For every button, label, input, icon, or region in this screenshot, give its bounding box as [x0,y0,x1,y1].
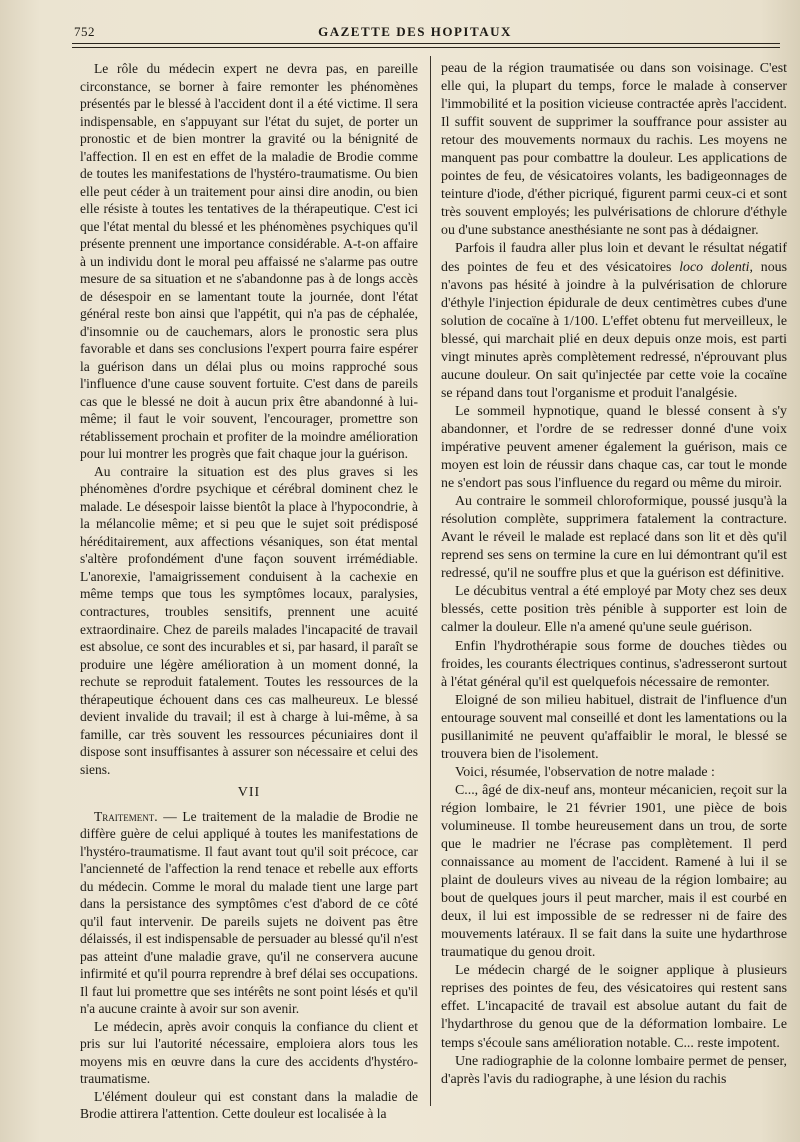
header-rule [72,43,780,44]
paragraph: L'élément douleur qui est constant dans la maladie de Brodie attirera l'attention. Cette douleur est localisée à la [80,1088,418,1122]
section-number: VII [237,785,261,801]
paragraph: Eloigné de son milieu habituel, distrait de l'influence d'un entourage souvent mal conseillé et dont les lamentations ou la pusillanimité ne peuvent qu'affaiblir le moral, le blessé se trouvera bien de l'isolement. [441,692,787,762]
paragraph-treatment [80,808,418,1018]
paragraph: C..., âgé de dix-neuf ans, monteur mécanicien, reçoit sur la région lombaire, le 21 février 1901, une pièce de bois volumineuse. Il tombe heureusement dans un trou, de sorte que le madrier ne l'écrase pas complètement. Il perd connaissance au moment de l'accident. Ramené à lui il se plaint de douleurs vives au niveau de la région lombaire; au bout de quelques jours il peut marcher, mais il est courbé en deux, il lui est impossible de se redresser ni de faire des mouvements latéraux. Il se fait dans la suite une hydarthrose traumatique du genou droit. [441,782,787,961]
paragraph-text: — Le traitement de la maladie de Brodie ne diffère guère de celui appliqué à toutes les manifestations de l'hystéro-traumatisme. Il faut avant tout qu'il soit précoce, car l'ancienneté de l'affection la rend tenace et rebelle aux efforts du médecin. Comme le moral du malade tient une large part dans la persistance des symptômes c'est d'abord de ce côté qu'il faut intervenir. De pareils sujets ne doivent pas être délaissés, il est indispensable de persuader au blessé qu'il n'est pas atteint d'une maladie grave, qu'il ne conservera aucune infirmité et qu'il pourra reprendre à bref délai ses occupations. Il faut lui promettre que ses intérêts ne sont point lésés et qu'il n'a aucune crainte à avoir sur son avenir. [80,808,418,1017]
column-divider [430,56,431,1106]
paragraph: Le médecin, après avoir conquis la confiance du client et pris sur lui l'autorité nécessaire, emploiera alors tous les moyens mis en œuvre dans la cure des accidents d'hystéro-traumatisme. [80,1018,418,1087]
left-column [80,60,418,1123]
paragraph: Enfin l'hydrothérapie sous forme de douches tièdes ou froides, les courants électriques continus, s'adresseront surtout à l'état général qu'il est quelquefois nécessaire de remonter. [441,638,787,690]
run-in-heading: Traitement. [94,808,158,824]
paragraph: Voici, résumée, l'observation de notre malade : [455,764,715,780]
right-column [441,60,787,1089]
paragraph-cocaine [441,240,787,402]
paragraph: Le sommeil hypnotique, quand le blessé consent à s'y abandonner, et l'ordre de se redresser donné d'une voix impérative peuvent amener également la guérison, mais ce moyen est loin de réussir dans chaque cas, car tout le monde ne s'endort pas sous l'influence du regard ou même du miroir. [441,403,787,492]
running-title: GAZETTE DES HOPITAUX [318,24,512,39]
paragraph: Une radiographie de la colonne lombaire permet de penser, d'après l'avis du radiographe, à une lésion du rachis [441,1053,787,1087]
paragraph: Le décubitus ventral a été employé par Moty chez ses deux blessés, cette position très pénible à supporter est loin de calmer la douleur. Elle n'a amené qu'une seule guérison. [441,584,787,636]
page-header [60,22,770,44]
paragraph: Au contraire la situation est des plus graves si les phénomènes d'ordre psychique et cérébral dominent chez le malade. Le désespoir laisse bientôt la place à l'hypocondrie, à la mélancolie même; et si peu que le sujet soit prédisposé héréditairement, aux affections vésaniques, son état mental s'altère profondément d'une façon souvent irrémédiable. L'anorexie, l'amaigrissement conduisent à la cachexie en même temps que tous les symptômes locaux, paralysies, contractures, troubles sensitifs, prennent une acuité extraordinaire. Chez de pareils malades l'incapacité de travail est absolue, ce sont des incurables et si, par hasard, il paraît se produire une légère amélioration à un moment donné, la rechute se reproduit fatalement. Toutes les ressources de la thérapeutique échouent dans ces cas malheureux. Le blessé devient invalide du travail; il est à charge à lui-même, à sa famille, car très souvent les ressources pécuniaires dont il dispose sont insuffisantes à assurer son nécessaire et celui des siens. [80,463,418,777]
paragraph: Le médecin chargé de le soigner applique à plusieurs reprises des pointes de feu, des vésicatoires qui restent sans effet. L'incapacité de travail est absolue autant du fait de l'hydarthrose du genou que de la déformation lombaire. Le temps s'écoule sans amélioration notable. C... reste impotent. [441,963,787,1051]
paragraph: Le rôle du médecin expert ne devra pas, en pareille circonstance, se borner à faire remonter les phénomènes présentés par le blessé à l'accident dont il a été victime. Il sera indispensable, en s'appuyant sur l'état du sujet, de porter un pronostic et de bien montrer la gravité ou la bénignité de l'affection. Il en est en effet de la maladie de Brodie comme de toutes les manifestations de l'hystéro-traumatisme. Ou bien elle peut céder à un traitement pour ainsi dire anodin, ou bien elle résiste à toutes les tentatives de la thérapeutique. C'est ici que l'état mental du blessé et les phénomènes psychiques qu'il présente prennent une importance considérable. A-t-on affaire à un individu dont le moral peu affaissé ne s'alarme pas outre mesure de sa situation et ne s'abandonne pas à de longs accès de désespoir en se lamentant toute la journée, dont l'état général reste bon ainsi que l'appétit, qui n'a pas de céphalée, d'insomnie ou de cauchemars, alors le pronostic sera plus favorable et dans ses conclusions l'expert pourra faire espérer la guérison dans un délai plus ou moins rapproché sous l'influence d'une cause souvent fortuite. C'est dans de pareils cas que le blessé ne doit à aucun prix être abandonné à lui-même; il faut le voir souvent, l'encourager, promettre son rétablissement prochain et profiter de la moindre amélioration pour lui montrer les progrès que fait chaque jour la guérison. [80,61,418,462]
paragraph-text: Parfois il faudra aller plus loin et devant le résultat négatif des pointes de feu et des vésicatoires [441,241,787,275]
paragraph: Au contraire le sommeil chloroformique, poussé jusqu'à la résolution complète, supprimera fatalement la contracture. Avant le réveil le malade est replacé dans son lit et dès qu'il reprend ses sens on termine la cure en lui démontrant qu'il est redressé, qu'il ne souffre plus et que la guérison est définitive. [441,494,787,582]
page-number: 752 [74,24,95,39]
paragraph-text: , nous n'avons pas hésité à joindre à la pulvérisation de chlorure d'éthyle l'injection épidurale de deux centimètres cubes d'une solution de cocaïne à 1/100. L'effet obtenu fut merveilleux, le blessé, qui marchait plié en deux depuis onze mois, est parti vingt minutes après complètement redressé, n'éprouvant plus aucune douleur. On sait qu'injectée par cette voie la cocaïne se répand dans tout l'organisme et produit l'analgésie. [441,259,788,401]
header-rule-double [72,47,780,48]
latin-term: loco dolenti [679,259,750,275]
paragraph-continued: peau de la région traumatisée ou dans son voisinage. C'est elle qui, la plupart du temps, force le malade à conserver l'immobilité et la position vicieuse contractée après l'accident. Il suffit souvent de supprimer la souffrance pour assister au retour des mouvements normaux du rachis. Les moyens ne manquent pas pour combattre la douleur. Les applications de pointes de feu, de vésicatoires volants, les badigeonnages de teinture d'iode, d'éther picriqué, figurent parmi ceux-ci et sont très souvent employés; les pulvérisations de chlorure d'éthyle ou d'une substance anesthésiante ne sont pas à dédaigner. [441,61,787,239]
